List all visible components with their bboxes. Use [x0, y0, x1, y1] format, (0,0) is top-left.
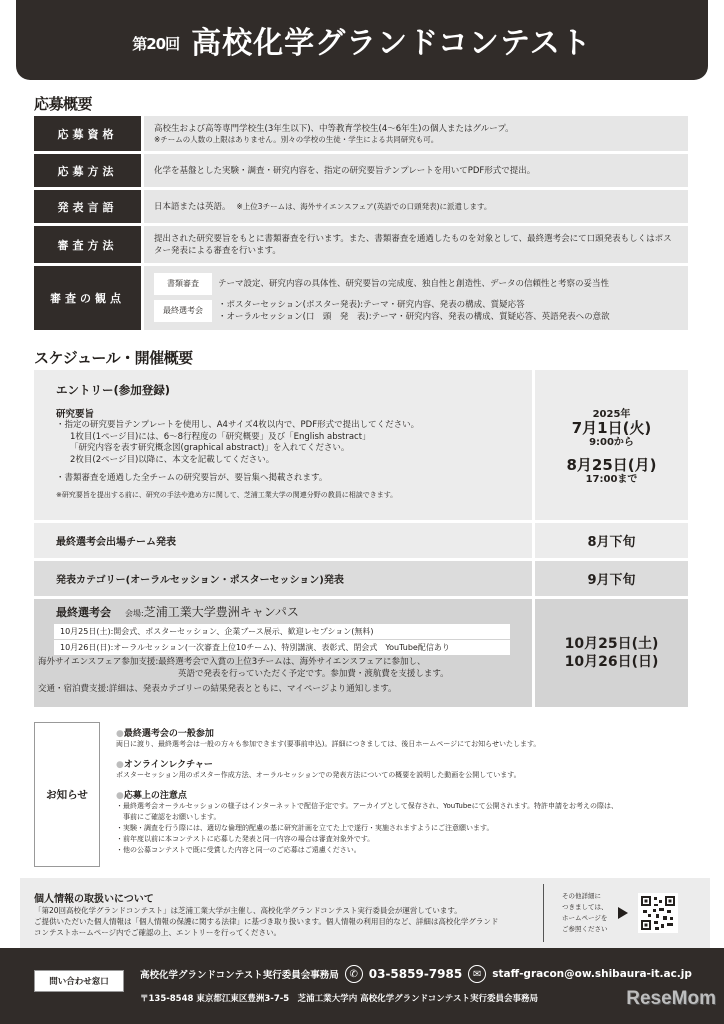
entry-subtitle: 研究要旨 [56, 409, 95, 420]
privacy-text: 「第20回高校化学グランドコンテスト」は芝浦工業大学が主催し、高校化学グランドコンテスト実行委員会が運営しています。 [34, 906, 462, 915]
email-address[interactable]: staff-gracon@ow.shibaura-it.ac.jp [492, 968, 692, 980]
privacy-title: 個人情報の取扱いについて [34, 894, 154, 905]
travel-support: 交通・宿泊費支援:詳細は、発表カテゴリーの結果発表とともに、マイページより通知します。 [38, 684, 397, 694]
notice-label: お知らせ [34, 722, 100, 867]
privacy-text: ご提供いただいた個人情報は「個人情報の保護に関する法律」に基づき取り扱います。個人情報の利用目的など、詳細は高校化学グランド [34, 917, 499, 926]
req-note: ※上位3チームは、海外サイエンスフェア(英語での口頭発表)に派遣します。 [236, 201, 492, 211]
req-row-review-method [34, 226, 688, 263]
page-title: 高校化学グランドコンテスト [191, 26, 592, 61]
criteria-tag: 書類審査 [154, 273, 212, 295]
privacy-section [20, 878, 710, 948]
notice-section [34, 722, 688, 867]
phone-icon: ✆ [345, 965, 363, 983]
notice-heading: ●最終選考会の一般参加 [116, 729, 214, 739]
edition-label: 第20回 [132, 34, 180, 53]
mail-icon: ✉ [468, 965, 486, 983]
criteria-text: ・ポスターセッション(ポスター発表):テーマ・研究内容、発表の構成、質疑応答 [218, 300, 525, 310]
final-day-1: 10月25日(土):開会式、ポスターセッション、企業ブース展示、歓迎レセプション(無料) [54, 624, 510, 639]
overseas-support: 海外サイエンスフェア参加支援:最終選考会で入賞の上位3チームは、海外サイエンスフェアに参加し、 [38, 657, 426, 667]
criteria-text: ・オーラルセッション(口 頭 発 表):テーマ・研究内容、発表の構成、質疑応答、英語発表への意欲 [218, 312, 610, 322]
final-venue: 会場:芝浦工業大学豊洲キャンパス [125, 605, 299, 619]
schedule-item-title: 発表カテゴリー(オーラルセッション・ポスターセッション)発表 [56, 575, 344, 586]
schedule-final [34, 599, 688, 707]
notice-text: ・最終選考会オーラルセッションの様子はインターネットで配信予定です。アーカイブとして保存され、YouTubeにて公開されます。特許申請をお考えの際は、 [116, 802, 619, 810]
qr-code[interactable] [638, 893, 678, 933]
req-row-method [34, 154, 688, 187]
notice-text: ・前年度以前に本コンテストに応募した発表と同一内容の場合は審査対象外です。 [116, 835, 375, 843]
requirements-table [34, 116, 688, 333]
criteria-final [154, 299, 678, 323]
req-note: ※チームの人数の上限はありません。別々の学校の生徒・学生による共同研究も可。 [154, 134, 439, 144]
schedule-item-title: 最終選考会出場チーム発表 [56, 537, 176, 548]
footer [0, 948, 724, 1024]
notice-text: 事前にご確認をお願いします。 [116, 813, 221, 821]
req-label: 応募資格 [34, 116, 141, 151]
req-text: 化学を基盤とした実験・調査・研究内容を、指定の研究要旨テンプレートを用いてPDF形式で提出。 [154, 165, 536, 176]
schedule-category-announce [34, 561, 688, 596]
entry-note: ※研究要旨を提出する前に、研究の手法や進め方に関して、芝浦工業大学の関連分野の教員に相談できます。 [56, 491, 398, 499]
req-row-eligibility [34, 116, 688, 151]
final-label: 最終選考会 [56, 606, 111, 619]
overseas-support-cont: 英語で発表を行っていただく予定です。参加費・渡航費を支援します。 [178, 668, 449, 679]
final-day-2: 10月26日(日):オーラルセッション(一次審査上位10チーム)、特別講演、表彰式、閉会式 YouTube配信あり [54, 640, 510, 655]
criteria-tag: 最終選考会 [154, 300, 212, 322]
bullet-dot-icon: ● [116, 760, 124, 770]
req-label: 審査の観点 [34, 266, 141, 330]
bullet-dot-icon: ● [116, 729, 124, 739]
entry-period: 2025年 7月1日(火) 9:00から 8月25日(月) 17:00まで [535, 370, 688, 520]
phone-number[interactable]: 03-5859-7985 [368, 967, 463, 981]
req-text: 高校生および高等専門学校生(3年生以下)、中等教育学校生(4～6年生)の個人またはグループ。 [154, 123, 514, 134]
contact-label: 問い合わせ窓口 [34, 970, 124, 992]
privacy-text: コンテストホームページ内でご確認の上、エントリーを行ってください。 [34, 928, 282, 937]
final-date-1: 10月25日(土) [564, 636, 659, 652]
schedule-entry [34, 370, 688, 520]
req-text: 日本語または英語。 [154, 201, 231, 212]
schedule-heading: スケジュール・開催概要 [34, 349, 193, 367]
notice-text: ポスターセッション用のポスター作成方法、オーラルセッションでの発表方法についての概要を説明した動画を公開しています。 [116, 771, 521, 779]
req-label: 発表言語 [34, 190, 141, 223]
notice-text: 両日に渡り、最終選考会は一般の方々も参加できます(要事前申込)。詳細につきましては、後日ホームページにてお知らせいたします。 [116, 740, 541, 748]
schedule-item-when: 8月下旬 [587, 535, 636, 550]
req-row-language [34, 190, 688, 223]
entry-line: ・指定の研究要旨テンプレートを使用し、A4サイズ4枚以内で、PDF形式で提出してください。 [56, 420, 420, 430]
entry-line: 1枚目(1ページ目)には、6～8行程度の「研究概要」及び「English abstract」 [70, 431, 371, 442]
criteria-document [154, 273, 678, 295]
more-info-text: その他詳細に つきましては、 ホームページを ご参照ください [562, 892, 608, 933]
requirements-heading: 応募概要 [34, 95, 93, 113]
entry-title: エントリー(参加登録) [56, 383, 171, 397]
entry-line: ・書類審査を通過した全チームの研究要旨が、要旨集へ掲載されます。 [56, 473, 328, 483]
resemom-watermark-logo: ReseMom [626, 988, 716, 1009]
bullet-dot-icon: ● [116, 791, 124, 801]
postal-address: 〒135-8548 東京都江東区豊洲3-7-5 芝浦工業大学内 高校化学グランドコンテスト実行委員会事務局 [140, 994, 538, 1004]
final-date-2: 10月26日(日) [564, 654, 659, 670]
notice-heading: ●オンラインレクチャー [116, 760, 213, 770]
schedule-item-when: 9月下旬 [587, 573, 636, 588]
entry-line: 2枚目(2ページ目)以降に、本文を記載してください。 [70, 454, 275, 465]
criteria-text: テーマ設定、研究内容の具体性、研究要旨の完成度、独自性と創造性、データの信頼性と考察の妥当性 [218, 279, 610, 289]
title-banner [16, 0, 708, 80]
notice-heading: ●応募上の注意点 [116, 791, 187, 801]
req-text: 提出された研究要旨をもとに書類審査を行います。また、書類審査を通過したものを対象として、最終選考会にて口頭発表もしくはポスター発表による審査を行います。 [154, 233, 672, 256]
req-label: 審査方法 [34, 226, 141, 263]
req-label: 応募方法 [34, 154, 141, 187]
schedule-finalist-announce [34, 523, 688, 558]
notice-text: ・他の公募コンテストで既に受賞した内容と同一のご応募はご遠慮ください。 [116, 846, 361, 854]
entry-line: 「研究内容を表す研究概念図(graphical abstract)」を入れてください。 [70, 443, 350, 453]
req-row-criteria [34, 266, 688, 330]
notice-text: ・実験・調査を行う際には、適切な倫理的配慮の基に研究計画を立てた上で遂行・実施されますようにご注意願います。 [116, 824, 494, 832]
arrow-right-icon [618, 907, 628, 919]
office-name: 高校化学グランドコンテスト実行委員会事務局 [140, 970, 339, 981]
